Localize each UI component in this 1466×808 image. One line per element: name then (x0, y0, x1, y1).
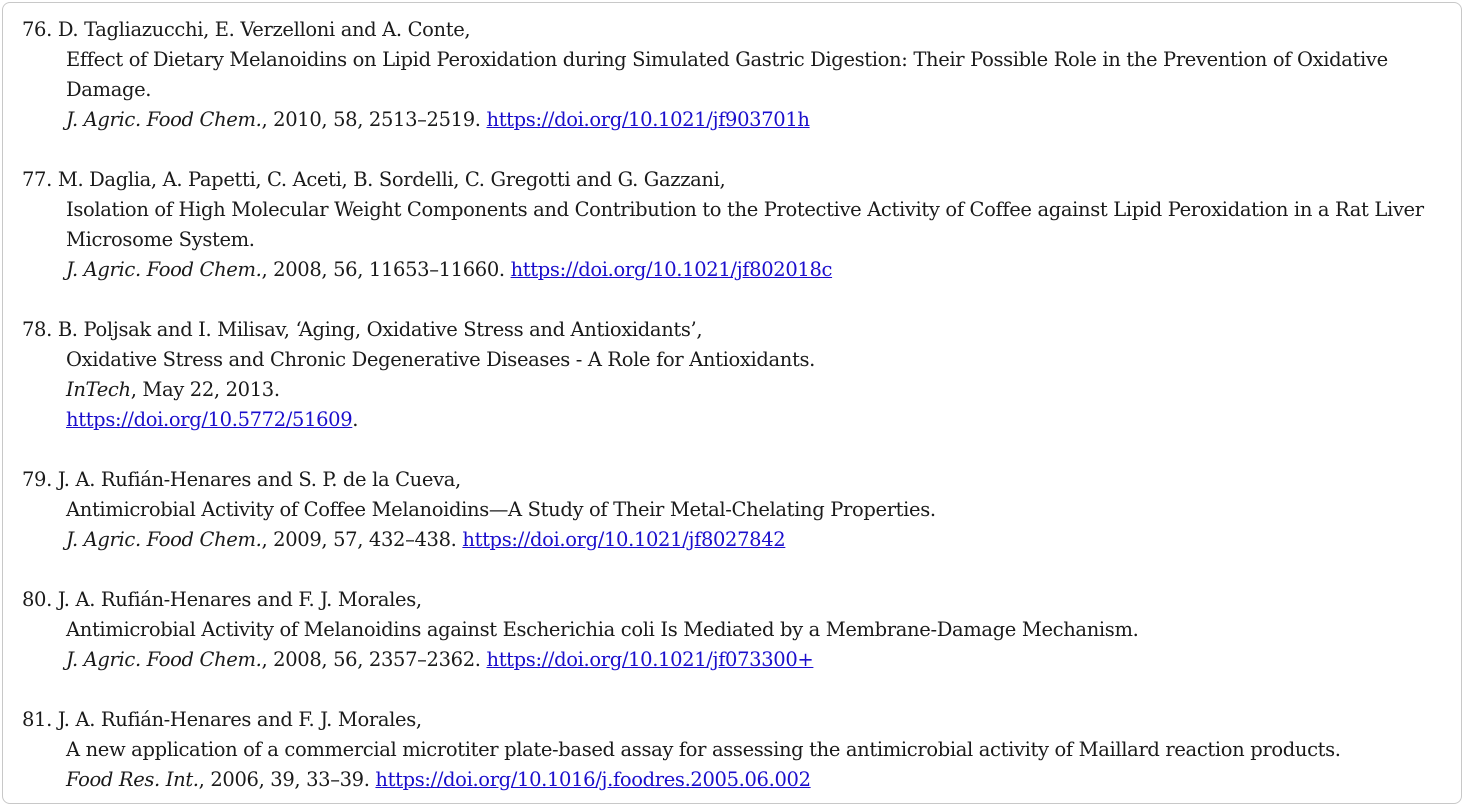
reference-number: 76. (22, 18, 52, 41)
doi-link[interactable]: https://doi.org/10.5772/51609 (66, 408, 353, 431)
reference-item-80 (22, 585, 1442, 675)
reference-title: Antimicrobial Activity of Coffee Melanoidins—A Study of Their Metal-Chelating Properties. (66, 498, 936, 521)
reference-authors: J. A. Rufián-Henares and F. J. Morales, (57, 708, 422, 731)
reference-authors: M. Daglia, A. Papetti, C. Aceti, B. Sordelli, C. Gregotti and G. Gazzani, (57, 168, 726, 191)
doi-link[interactable]: https://doi.org/10.1021/jf073300+ (486, 648, 814, 671)
reference-journal: J. Agric. Food Chem. (66, 258, 262, 281)
reference-number: 79. (22, 468, 52, 491)
reference-number: 78. (22, 318, 52, 341)
reference-number: 81. (22, 708, 52, 731)
reference-journal: J. Agric. Food Chem. (66, 108, 262, 131)
doi-link[interactable]: https://doi.org/10.1021/jf802018c (510, 258, 833, 281)
reference-details: , 2006, 39, 33–39. (198, 768, 370, 791)
reference-item-76 (22, 15, 1442, 135)
reference-title: Antimicrobial Activity of Melanoidins against Escherichia coli Is Mediated by a Membrane-Damage Mechanism. (66, 618, 1139, 641)
reference-authors: J. A. Rufián-Henares and F. J. Morales, (57, 588, 422, 611)
reference-details: , 2008, 56, 2357–2362. (261, 648, 481, 671)
doi-link[interactable]: https://doi.org/10.1021/jf903701h (486, 108, 810, 131)
doi-link[interactable]: https://doi.org/10.1016/j.foodres.2005.06.002 (375, 768, 811, 791)
doi-suffix: . (352, 408, 359, 431)
reference-authors: D. Tagliazucchi, E. Verzelloni and A. Conte, (57, 18, 471, 41)
reference-details: , May 22, 2013. (130, 378, 280, 401)
reference-journal: Food Res. Int. (66, 768, 199, 791)
reference-panel (2, 2, 1462, 804)
doi-link[interactable]: https://doi.org/10.1021/jf8027842 (462, 528, 786, 551)
reference-list (22, 15, 1442, 795)
reference-item-79 (22, 465, 1442, 555)
reference-item-78 (22, 315, 1442, 435)
reference-journal: J. Agric. Food Chem. (66, 648, 262, 671)
reference-journal: J. Agric. Food Chem. (66, 528, 262, 551)
reference-details: , 2008, 56, 11653–11660. (261, 258, 505, 281)
reference-details: , 2010, 58, 2513–2519. (261, 108, 481, 131)
reference-item-77 (22, 165, 1442, 285)
reference-authors: J. A. Rufián-Henares and S. P. de la Cueva, (57, 468, 461, 491)
reference-number: 77. (22, 168, 52, 191)
reference-number: 80. (22, 588, 52, 611)
reference-item-81 (22, 705, 1442, 795)
reference-details: , 2009, 57, 432–438. (261, 528, 457, 551)
reference-authors: B. Poljsak and I. Milisav, ‘Aging, Oxidative Stress and Antioxidants’, (57, 318, 703, 341)
reference-title: Isolation of High Molecular Weight Components and Contribution to the Protective Activity of Coffee against Lipid Peroxidation in a Rat Liver Microsome System. (66, 198, 1424, 251)
reference-title: Effect of Dietary Melanoidins on Lipid Peroxidation during Simulated Gastric Digestion: Their Possible Role in the Prevention of Oxidative Damage. (66, 48, 1388, 101)
reference-title: Oxidative Stress and Chronic Degenerative Diseases - A Role for Antioxidants. (66, 348, 816, 371)
reference-journal: InTech (66, 378, 131, 401)
reference-title: A new application of a commercial microtiter plate-based assay for assessing the antimicrobial activity of Maillard reaction products. (66, 738, 1341, 761)
